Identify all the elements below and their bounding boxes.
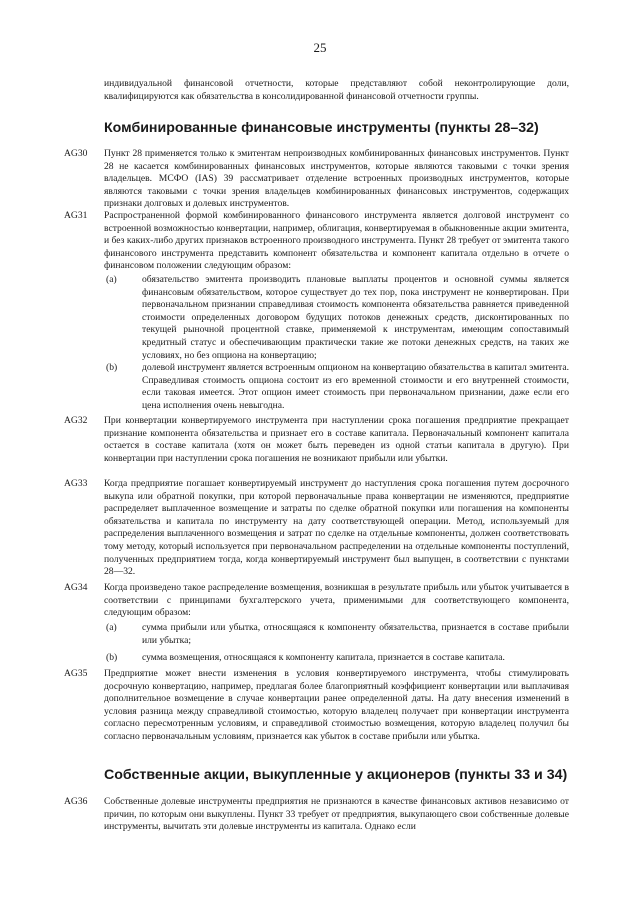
item-label-ag31-b: (b)	[106, 362, 118, 373]
item-ag34-a: сумма прибыли или убытка, относящаяся к компоненту обязательства, признается в составе прибыли или убытка;	[142, 622, 569, 646]
paragraph-ag33: Когда предприятие погашает конвертируемый инструмент до наступления срока погашения путем досрочного выкупа или обратной покупки, при которой первоначальные права конвертации не изменяются, предприятие распределяет выплаченное возмещение и затраты по сделке обратной покупки или погашения на компоненты обязательства и капитала по инструменту на дату соответствующей операции. Метод, используемый для распределения выплаченного возмещения и затрат по сделке на отдельные компоненты, должен соответствовать тому методу, который используется при первоначальном распределении на отдельные компоненты поступлений, полученных предприятием тогда, когда конвертируемый инструмент был выпущен, в соответствии с пунктами 28—32.	[104, 478, 569, 578]
paragraph-label-ag36: AG36	[64, 796, 88, 807]
paragraph-ag34: Когда произведено такое распределение возмещения, возникшая в результате прибыль или убыток учитывается в соответствии с принципами бухгалтерского учета, применимыми для соответствующего компонента, следующим образом:	[104, 582, 569, 619]
item-label-ag34-a: (a)	[106, 622, 117, 633]
item-label-ag31-a: (a)	[106, 274, 117, 285]
item-label-ag34-b: (b)	[106, 652, 118, 663]
page-number: 25	[313, 40, 327, 55]
paragraph-ag35: Предприятие может внести изменения в условия конвертируемого инструмента, чтобы стимулировать досрочную конвертацию, например, предлагая более благоприятный коэффициент конвертации или выплачивая дополнительное возмещение в случае конвертации ранее определенной даты. На дату внесения изменений в условия разница между справедливой стоимостью, которую владелец получает при конвертации инструмента согласно пересмотренным условиям, и справедливой стоимостью возмещения, которую владелец получил бы согласно первоначальным условиям, признается как убыток в составе прибыли или убытка.	[104, 668, 569, 742]
paragraph-label-ag33: AG33	[64, 478, 88, 489]
paragraph-ag31: Распространенной формой комбинированного финансового инструмента является долговой инструмент со встроенной возможностью конвертации, например, облигация, конвертируемая в обыкновенные акции эмитента, и без каких-либо других признаков встроенного производного инструмента. Пункт 28 требует от эмитента такого финансового инструмента представить компонент обязательства и компонент капитала отдельно в отчете о финансовом положении следующим образом:	[104, 210, 569, 272]
paragraph-label-ag30: AG30	[64, 148, 88, 159]
item-ag31-b: долевой инструмент является встроенным опционом на конвертацию обязательства в капитал эмитента. Справедливая стоимость опциона состоит из его временной стоимости и его внутренней стоимости, если таковая имеется. Этот опцион имеет стоимость при первоначальном признании, даже если его цена исполнения очень невыгодна.	[142, 362, 569, 411]
paragraph-label-ag31: AG31	[64, 210, 88, 221]
paragraph-label-ag32: AG32	[64, 415, 88, 426]
section-heading-treasury-shares: Собственные акции, выкупленные у акционеров (пункты 33 и 34)	[104, 767, 568, 783]
item-ag31-a: обязательство эмитента производить плановые выплаты процентов и основной суммы является финансовым обязательством, которое существует до тех пор, пока инструмент не конвертирован. При первоначальном признании справедливая стоимость компонента обязательства равняется приведенной стоимости определенных договором будущих потоков денежных средств, дисконтированных по текущей рыночной процентной ставке, применяемой к инструментам, имеющим сопоставимый кредитный статус и обеспечивающим практически такие же потоки денежных средств, на таких же условиях, но без опциона на конвертацию;	[142, 274, 569, 361]
paragraph-label-ag34: AG34	[64, 582, 88, 593]
section-heading-compound-instruments: Комбинированные финансовые инструменты (пункты 28–32)	[104, 120, 539, 136]
intro-paragraph: индивидуальной финансовой отчетности, которые представляют собой неконтролирующие доли, квалифицируются как обязательства в консолидированной финансовой отчетности группы.	[104, 78, 569, 102]
paragraph-ag30: Пункт 28 применяется только к эмитентам непроизводных комбинированных финансовых инструментов. Пункт 28 не касается комбинированных финансовых инструментов, которые являются таковыми с точки зрения владельцев. МСФО (IAS) 39 рассматривает отделение встроенных производных инструментов, которые являются таковыми с точки зрения владельцев комбинированных финансовых инструментов, содержащих признаки долговых и долевых инструментов.	[104, 148, 569, 210]
paragraph-label-ag35: AG35	[64, 668, 88, 679]
paragraph-ag36: Собственные долевые инструменты предприятия не признаются в качестве финансовых активов независимо от причин, по которым они выкуплены. Пункт 33 требует от предприятия, выкупающего свои собственные долевые инструменты, вычитать эти долевые инструменты из капитала. Однако если	[104, 796, 569, 833]
item-ag34-b: сумма возмещения, относящаяся к компоненту капитала, признается в составе капитала.	[142, 652, 505, 663]
paragraph-ag32: При конвертации конвертируемого инструмента при наступлении срока погашения предприятие прекращает признание компонента обязательства и признает его в составе капитала. Первоначальный компонент капитала остается в составе капитала (хотя он может быть переведен из одной статьи капитала в другую). При конвертации при наступлении срока погашения не возникают прибыли или убытки.	[104, 415, 569, 464]
